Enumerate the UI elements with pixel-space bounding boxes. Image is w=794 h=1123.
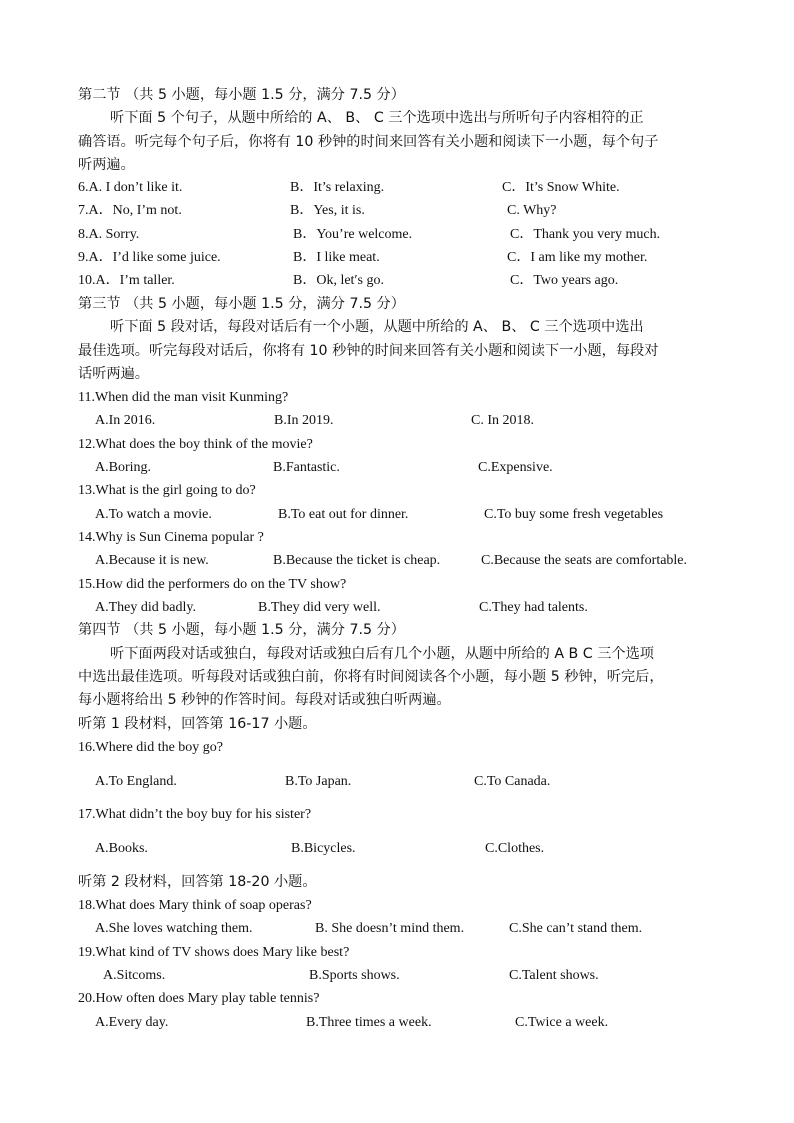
q13-question: 13.What is the girl going to do? [78,483,256,498]
q12-question: 12.What does the boy think of the movie? [78,437,313,452]
q11-option-a: A.In 2016. [95,413,156,428]
q14-option-a: A.Because it is new. [95,553,209,568]
q16-option-a: A.To England. [95,774,177,789]
q15-option-a: A.They did badly. [95,600,196,615]
q15-option-c: C.They had talents. [479,600,588,615]
q10-option-c: C．Two years ago. [510,273,619,288]
q9-option-b: B．I like meat. [293,250,380,265]
q20-question: 20.How often does Mary play table tennis? [78,991,320,1006]
q7-option-b: B．Yes, it is. [290,203,365,218]
q19-option-a: A.Sitcoms. [103,968,166,983]
q13-option-c: C.To buy some fresh vegetables [484,507,664,522]
q6-option-a: 6.A. I don’t like it. [78,180,183,195]
q7-option-c: C. Why? [507,203,557,218]
q16-option-b: B.To Japan. [285,774,352,789]
q17-option-b: B.Bicycles. [291,841,356,856]
q6-option-b: B．It’s relaxing. [290,180,385,195]
q11-option-c: C. In 2018. [471,413,534,428]
material-1-note: 听第 1 段材料，回答第 16-17 小题。 [78,716,317,732]
section-4-heading: 第四节 （共 5 小题，每小题 1.5 分，满分 7.5 分） [78,622,405,638]
q16-question: 16.Where did the boy go? [78,740,224,755]
q6-option-c: C．It’s Snow White. [502,180,620,195]
q13-option-b: B.To eat out for dinner. [278,507,409,522]
section-3-heading: 第三节 （共 5 小题，每小题 1.5 分，满分 7.5 分） [78,296,405,312]
q11-option-b: B.In 2019. [274,413,334,428]
q18-question: 18.What does Mary think of soap operas? [78,898,312,913]
q12-option-b: B.Fantastic. [273,460,340,475]
q14-option-b: B.Because the ticket is cheap. [273,553,441,568]
q20-option-c: C.Twice a week. [515,1015,609,1030]
q19-option-b: B.Sports shows. [309,968,400,983]
q10-option-b: B．Ok, let′s go. [293,273,384,288]
q11-question: 11.When did the man visit Kunming? [78,390,289,405]
q8-option-a: 8.A. Sorry. [78,227,140,242]
q12-option-c: C.Expensive. [478,460,553,475]
q17-question: 17.What didn’t the boy buy for his sister? [78,807,312,822]
q8-option-b: B．You’re welcome. [293,227,413,242]
q17-option-c: C.Clothes. [485,841,545,856]
section-3-instruction-line-1: 听下面 5 段对话，每段对话后有一个小题，从题中所给的 A、 B、 C 三个选项中选出 [110,319,644,335]
q15-option-b: B.They did very well. [258,600,381,615]
section-4-instruction-line-1: 听下面两段对话或独白，每段对话或独白后有几个小题，从题中所给的 A B C 三个选项 [110,646,654,662]
q8-option-c: C．Thank you very much. [510,227,661,242]
section-4-instruction-line-3: 每小题将给出 5 秒钟的作答时间。每段对话或独白听两遍。 [78,692,451,708]
section-2-instruction-line-3: 听两遍。 [78,157,135,173]
q17-option-a: A.Books. [95,841,148,856]
q20-option-a: A.Every day. [95,1015,169,1030]
q7-option-a: 7.A．No, I’m not. [78,203,182,218]
section-2-heading: 第二节 （共 5 小题，每小题 1.5 分，满分 7.5 分） [78,87,405,103]
q18-option-c: C.She can’t stand them. [509,921,643,936]
q14-option-c: C.Because the seats are comfortable. [481,553,688,568]
q20-option-b: B.Three times a week. [306,1015,432,1030]
material-2-note: 听第 2 段材料，回答第 18-20 小题。 [78,874,317,890]
q19-question: 19.What kind of TV shows does Mary like best? [78,945,350,960]
q14-question: 14.Why is Sun Cinema popular ? [78,530,264,545]
section-4-instruction-line-2: 中选出最佳选项。听每段对话或独白前，你将有时间阅读各个小题，每小题 5 秒钟，听完后， [78,669,664,685]
section-3-instruction-line-3: 话听两遍。 [78,366,149,382]
q9-option-a: 9.A．I’d like some juice. [78,250,221,265]
q19-option-c: C.Talent shows. [509,968,599,983]
q18-option-a: A.She loves watching them. [95,921,253,936]
q15-question: 15.How did the performers do on the TV show? [78,577,347,592]
q13-option-a: A.To watch a movie. [95,507,212,522]
section-2-instruction-line-2: 确答语。听完每个句子后，你将有 10 秒钟的时间来回答有关小题和阅读下一小题，每个句子 [78,134,659,150]
q18-option-b: B. She doesn’t mind them. [315,921,465,936]
q12-option-a: A.Boring. [95,460,151,475]
q16-option-c: C.To Canada. [474,774,551,789]
section-3-instruction-line-2: 最佳选项。听完每段对话后，你将有 10 秒钟的时间来回答有关小题和阅读下一小题，每段对 [78,343,659,359]
q10-option-a: 10.A．I’m taller. [78,273,175,288]
q9-option-c: C．I am like my mother. [507,250,648,265]
section-2-instruction-line-1: 听下面 5 个句子，从题中所给的 A、 B、 C 三个选项中选出与所听句子内容相符的正 [110,110,644,126]
